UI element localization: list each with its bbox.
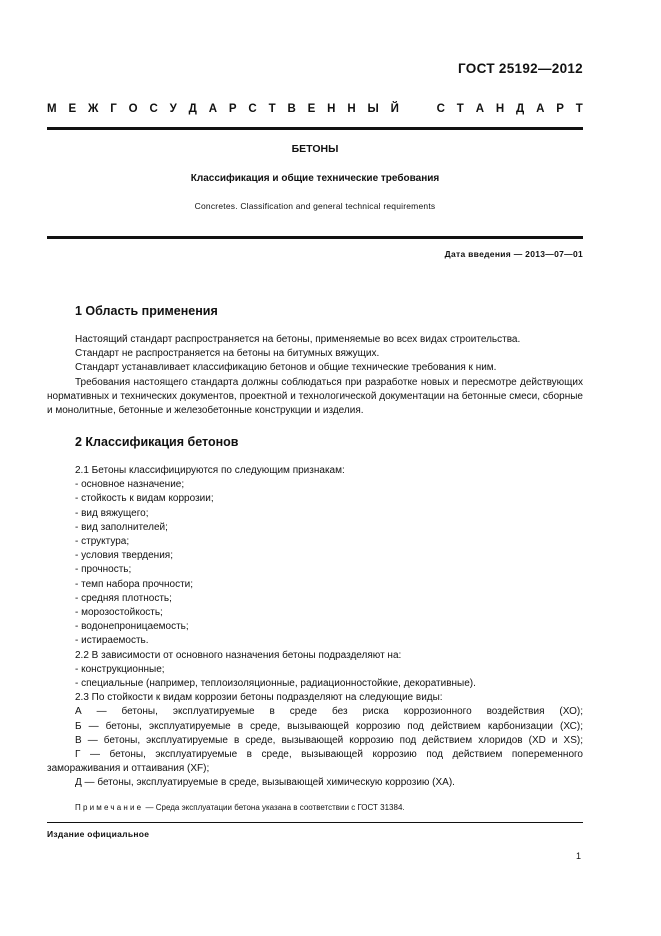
- corrosion-class-item: В — бетоны, эксплуатируемые в среде, вызывающей коррозию под действием хлоридов (XD и XS);: [75, 734, 583, 746]
- banner-letter: Г: [110, 103, 117, 115]
- section-1-paragraph: Требования настоящего стандарта должны соблюдаться при разработке новых и пересмотре действующих нормативных и технических документов, проектной и технологической документации на бетонные смеси, сборные и монолитные, бетонные и железобетонные конструкции и изделия.: [47, 376, 583, 417]
- clause-2-2-intro: 2.2 В зависимости от основного назначения бетоны подразделяют на:: [75, 649, 402, 661]
- purpose-type-item: - специальные (например, теплоизоляционные, радиационностойкие, декоративные).: [75, 678, 476, 690]
- clause-2-3-intro: 2.3 По стойкости к видам коррозии бетоны подразделяют на следующие виды:: [75, 692, 443, 704]
- banner-letter: Д: [188, 103, 197, 115]
- clause-2-2-list: [47, 663, 583, 691]
- section-2-body: [47, 464, 583, 791]
- banner-letter: Й: [390, 103, 399, 115]
- banner-letter: Т: [268, 103, 276, 115]
- section-1-heading: 1 Область применения: [75, 304, 218, 318]
- section-1-paragraph: Стандарт не распространяется на бетоны на битумных вяжущих.: [75, 348, 380, 360]
- section-1-paragraph: Стандарт устанавливает классификацию бетонов и общие технические требования к ним.: [75, 362, 497, 374]
- official-edition-label: Издание официальное: [47, 829, 150, 839]
- classification-criterion-item: - вид вяжущего;: [75, 507, 149, 519]
- document-title: БЕТОНЫ: [291, 143, 339, 155]
- note-label: Примечание: [75, 803, 144, 812]
- section-1-paragraph: Настоящий стандарт распространяется на бетоны, применяемые во всех видах строительства.: [75, 334, 521, 345]
- banner-letter: А: [475, 103, 484, 115]
- classification-criterion-item: - стойкость к видам коррозии;: [75, 493, 214, 505]
- classification-criterion-item: - средняя плотность;: [75, 592, 172, 604]
- purpose-type-item: - конструкционные;: [75, 663, 165, 675]
- banner-letter: У: [169, 103, 177, 115]
- banner-letter: Т: [456, 103, 464, 115]
- introduction-date: Дата введения — 2013—07—01: [444, 249, 583, 259]
- classification-criterion-item: - морозостойкость;: [75, 607, 163, 619]
- interstate-standard-banner: [47, 103, 583, 115]
- banner-letter: А: [536, 103, 545, 115]
- banner-letter: М: [47, 103, 57, 115]
- classification-criterion-item: - истираемость.: [75, 635, 149, 647]
- banner-letter: Р: [556, 103, 564, 115]
- banner-letter: [411, 103, 425, 115]
- corrosion-class-item: Г — бетоны, эксплуатируемые в среде, вызывающей коррозию под действием попеременного замораживания и оттаивания (XF);: [47, 749, 583, 775]
- corrosion-class-item: Б — бетоны, эксплуатируемые в среде, вызывающей коррозию под действием карбонизации (ХС);: [75, 720, 583, 732]
- banner-letter: С: [436, 103, 445, 115]
- document-title-english: Concretes. Classification and general technical requirements: [194, 201, 436, 211]
- banner-letter: В: [287, 103, 296, 115]
- classification-criterion-item: - водонепроницаемость;: [75, 621, 189, 633]
- classification-criterion-item: - темп набора прочности;: [75, 578, 194, 590]
- banner-letter: С: [248, 103, 257, 115]
- banner-letter: Д: [516, 103, 525, 115]
- document-subtitle: Классификация и общие технические требования: [190, 173, 440, 184]
- header-rule-bottom: [47, 236, 583, 239]
- banner-letter: Н: [495, 103, 505, 115]
- clause-2-1-list: [47, 478, 583, 648]
- banner-letter: Е: [307, 103, 316, 115]
- banner-letter: А: [208, 103, 218, 115]
- banner-letter: Н: [327, 103, 336, 115]
- classification-criterion-item: - структура;: [75, 536, 130, 548]
- banner-letter: С: [149, 103, 158, 115]
- banner-letter: Ы: [367, 103, 379, 115]
- header-rule-top: [47, 127, 583, 130]
- banner-letter: Н: [347, 103, 356, 115]
- banner-letter: О: [128, 103, 138, 115]
- gost-number: ГОСТ 25192—2012: [458, 61, 583, 76]
- clause-2-1-intro: 2.1 Бетоны классифицируются по следующим признакам:: [75, 465, 345, 476]
- corrosion-class-item: А — бетоны, эксплуатируемые в среде без риска коррозионного воздействия (ХО);: [75, 706, 583, 718]
- banner-letter: Е: [68, 103, 77, 115]
- classification-criterion-item: - прочность;: [75, 564, 132, 576]
- page-number: 1: [575, 851, 581, 861]
- section-1-body: [47, 333, 583, 418]
- footer-rule: [47, 822, 583, 823]
- note-text: — Среда эксплуатации бетона указана в соответствии с ГОСТ 31384.: [143, 803, 405, 812]
- classification-criterion-item: - основное назначение;: [75, 479, 185, 491]
- classification-criterion-item: - условия твердения;: [75, 550, 173, 562]
- section-2-heading: 2 Классификация бетонов: [75, 435, 239, 449]
- note: [75, 803, 405, 812]
- banner-letter: Ж: [87, 103, 99, 115]
- classification-criterion-item: - вид заполнителей;: [75, 521, 168, 533]
- banner-letter: Р: [228, 103, 237, 115]
- banner-letter: Т: [575, 103, 583, 115]
- corrosion-class-item: Д — бетоны, эксплуатируемые в среде, вызывающей химическую коррозию (ХА).: [75, 777, 455, 789]
